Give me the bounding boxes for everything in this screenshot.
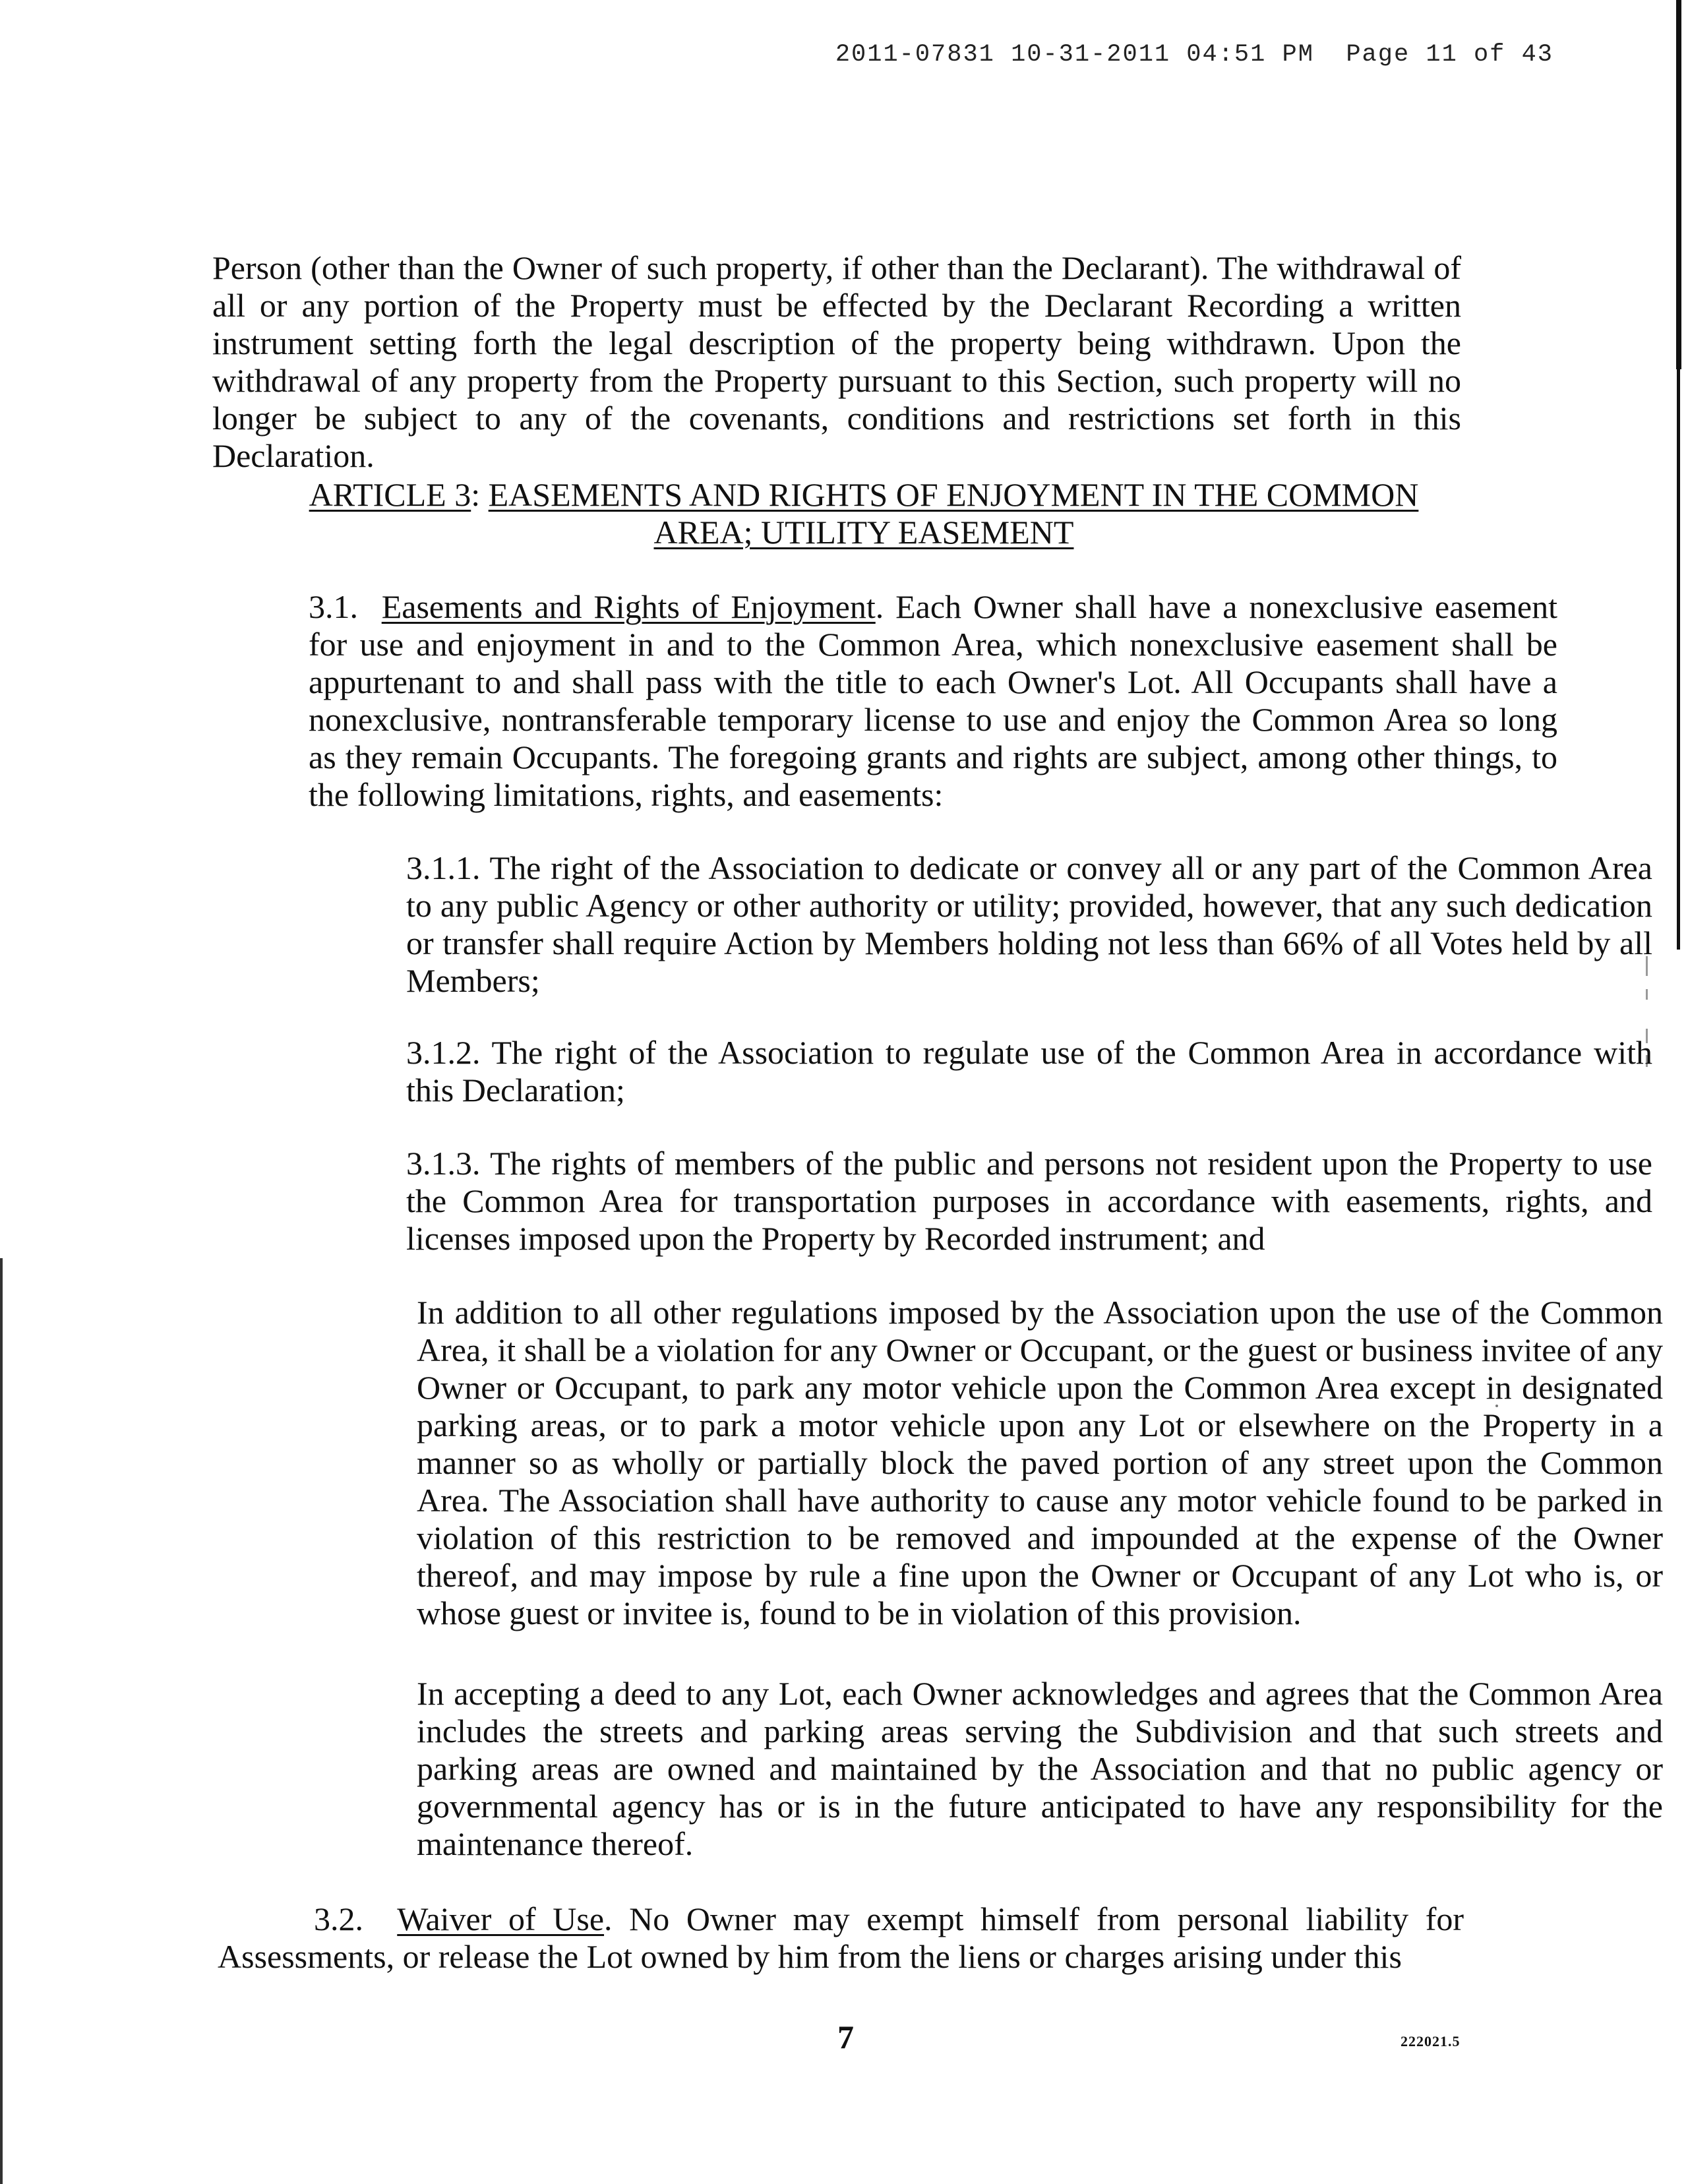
article-3-title-line2: AREA; UTILITY EASEMENT <box>653 514 1074 551</box>
scan-edge-rule <box>1676 0 1681 369</box>
section-3-1 <box>212 588 1557 814</box>
section-3-1-3-number: 3.1.3. <box>406 1145 481 1182</box>
section-3-2-title: Waiver of Use <box>397 1900 605 1937</box>
article-3-label: ARTICLE 3 <box>309 476 471 513</box>
section-3-1-2 <box>215 1034 1652 1109</box>
section-3-1-1 <box>215 849 1652 1000</box>
section-3-1-2-text: The right of the Association to regulate use of the Common Area in accordance with this Declaration; <box>406 1034 1652 1108</box>
section-3-2-number: 3.2. <box>314 1900 363 1937</box>
section-3-1-text: Each Owner shall have a nonexclusive easement for use and enjoyment in and to the Common Area, which nonexclusive easement shall be appurtenant to and shall pass with the title to each Owner's Lot. All Occupants shall have a nonexclusive, nontransferable temporary license to use and enjoy the Common Area so long as they remain Occupants. The foregoing grants and rights are subject, among other things, to the following limitations, rights, and easements: <box>309 588 1557 813</box>
section-3-1-1-text: The right of the Association to dedicate or convey all or any part of the Common Area to any public Agency or other authority or utility; provided, however, that any such dedication or transfer shall require Action by Members holding not less than 66% of all Votes held by all Members; <box>406 849 1652 999</box>
paragraph-deed: In accepting a deed to any Lot, each Owner acknowledges and agrees that the Common Area includes the streets and parking areas serving the Subdivision and that such streets and parking areas are owned and maintained by the Association and that no public agency or governmental agency has or is in the future anticipated to have any responsibility for the maintenance thereof. <box>417 1675 1663 1862</box>
scan-left-edge-rule <box>0 1258 3 2184</box>
section-3-2-text: No Owner may exempt himself from personal liability for Assessments, or release the Lot owned by him from the liens or charges arising under this <box>218 1900 1464 1975</box>
section-3-1-1-number: 3.1.1. <box>406 849 481 886</box>
page-number: 7 <box>837 2018 854 2055</box>
fax-header: 2011-07831 10-31-2011 04:51 PM Page 11 of 43 <box>835 41 1553 69</box>
section-3-1-title: Easements and Rights of Enjoyment <box>381 588 876 625</box>
article-3-title-line1: EASEMENTS AND RIGHTS OF ENJOYMENT IN THE COMMON <box>488 476 1419 513</box>
section-3-1-number: 3.1. <box>309 588 358 625</box>
section-3-2 <box>218 1900 1464 1976</box>
document-code: 222021.5 <box>1401 2033 1461 2049</box>
scan-edge-rule-lower <box>1677 369 1680 950</box>
section-3-2-title-period: . <box>604 1900 613 1937</box>
paragraph-withdrawal: Person (other than the Owner of such property, if other than the Declarant). The withdrawal of all or any portion of the Property must be effected by the Declarant Recording a written instrument setting forth the legal description of the property being withdrawn. Upon the withdrawal of any property from the Property pursuant to this Section, such property will no longer be subject to any of the covenants, conditions and restrictions set forth in this Declaration. <box>212 249 1461 474</box>
paragraph-parking: In addition to all other regulations imposed by the Association upon the use of the Common Area, it shall be a violation for any Owner or Occupant, or the guest or business invitee of any Owner or Occupant, to park any motor vehicle upon the Common Area except in designated parking areas, or to park a motor vehicle upon any Lot or elsewhere on the Property in a manner so as wholly or partially block the paved portion of any street upon the Common Area. The Association shall have authority to cause any motor vehicle found to be parked in violation of this restriction to be removed and impounded at the expense of the Owner thereof, and may impose by rule a fine upon the Owner or Occupant of any Lot who is, or whose guest or invitee is, found to be in violation of this provision. <box>417 1294 1663 1631</box>
section-3-1-title-period: . <box>875 588 884 625</box>
section-3-1-3 <box>215 1145 1652 1258</box>
section-3-1-2-number: 3.1.2. <box>406 1034 481 1071</box>
article-3-colon: : <box>471 476 489 513</box>
section-3-1-3-text: The rights of members of the public and persons not resident upon the Property to use the Common Area for transportation purposes in accordance with easements, rights, and licenses imposed upon the Property by Recorded instrument; and <box>406 1145 1652 1257</box>
article-3-heading <box>237 476 1490 551</box>
